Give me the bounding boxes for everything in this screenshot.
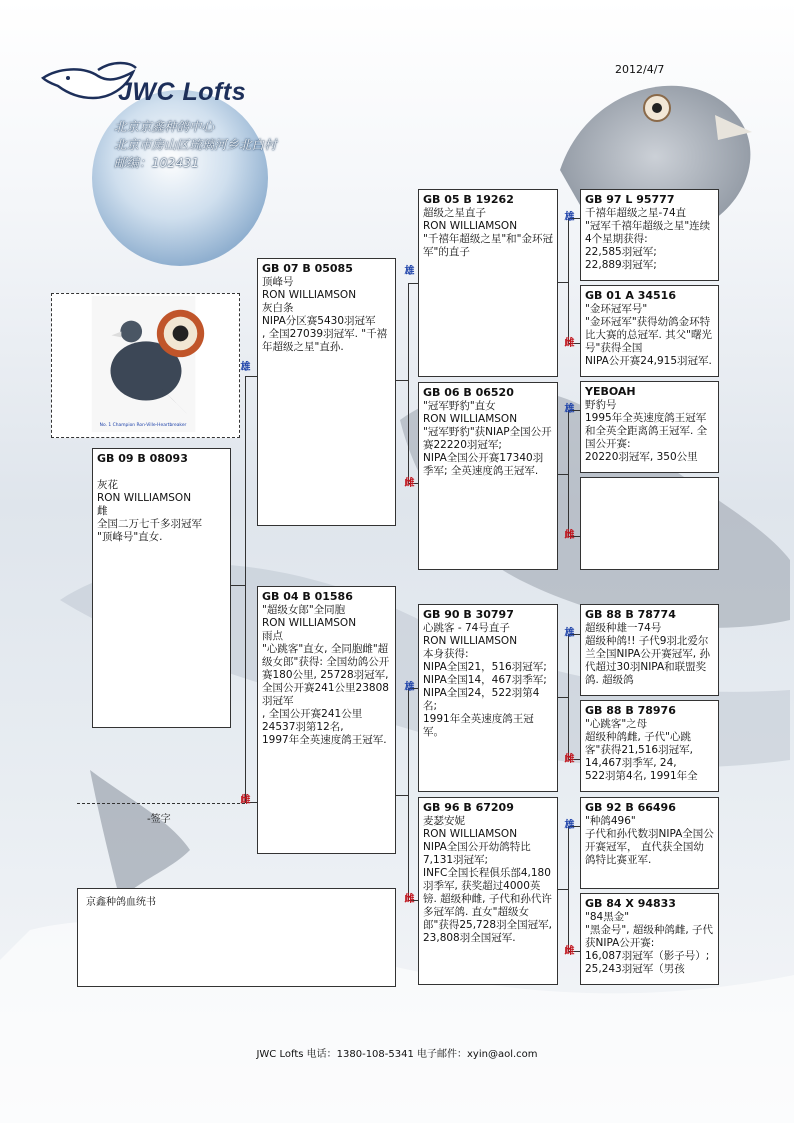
pedigree-line: 超级种雄一74号 [585, 622, 662, 634]
sire-dam-dam-box [580, 477, 719, 570]
connector-line [408, 688, 409, 900]
ring-number: YEBOAH [585, 385, 636, 398]
sire-dam-sire-box [580, 381, 719, 473]
pedigree-line: 14,467羽季军, 24, [585, 757, 677, 769]
pedigree-line: 全国二万七千多羽冠军 [97, 518, 202, 530]
ring-number: GB 04 B 01586 [262, 590, 353, 603]
dam-sire-box [418, 604, 558, 792]
sire-sire-dam-box [580, 285, 719, 377]
pedigree-line: RON WILLIAMSON [423, 828, 518, 840]
pedigree-line: NIPA分区赛5430羽冠军 [262, 315, 376, 327]
pedigree-line: "冠军野豹"直女 [423, 400, 496, 412]
male-sex-marker: 雄 [404, 682, 415, 693]
ring-number: GB 96 B 67209 [423, 801, 514, 814]
sire-sire-sire-box [580, 189, 719, 281]
pigeon-photo [51, 293, 240, 438]
ring-number: GB 88 B 78976 [585, 704, 676, 717]
connector-line [231, 585, 245, 586]
pedigree-line: 顶峰号 [262, 276, 294, 288]
pedigree-line: 子代和孙代数羽NIPA全国公开赛冠军， 直代获全国幼鸽特比赛亚军. [585, 828, 714, 866]
connector-line [568, 634, 569, 759]
pedigree-line: "心跳客"之母 [585, 718, 648, 730]
female-sex-marker: 雌 [564, 530, 575, 541]
ring-number: GB 88 B 78774 [585, 608, 676, 621]
pedigree-line: , 全国公开赛241公里24537羽第12名, [262, 708, 363, 733]
female-sex-marker: 雌 [564, 338, 575, 349]
center-name: 北京京鑫种鸽中心 [114, 119, 215, 134]
pedigree-line: , 全国27039羽冠军. "千禧年超级之星"直孙. [262, 328, 388, 353]
ring-number: GB 05 B 19262 [423, 193, 514, 206]
pedigree-line: 超级种鸽!! 子代9羽北爱尔兰全国NIPA公开赛冠军, 孙代超过30羽NIPA和联盟奖鸽. 超级鸽 [585, 635, 710, 686]
pedigree-line: 20220羽冠军, 350公里 [585, 451, 698, 463]
pedigree-line: "冠军野豹"获NIAP全国公开赛22220羽冠军; [423, 426, 552, 451]
sire-sire-box [418, 189, 558, 377]
pedigree-line: 超级之星直子 [423, 207, 486, 219]
signature-line [77, 803, 245, 804]
pigeon-photo-image [52, 294, 239, 437]
pedigree-line: 522羽第4名, 1991年全 [585, 770, 698, 782]
signature-label: -签字 [147, 814, 171, 825]
pedigree-line: NIPA全国公开赛17340羽季军; 全英速度鸽王冠军. [423, 452, 544, 477]
pedigree-line: 雌 [97, 505, 108, 517]
male-sex-marker: 雄 [564, 820, 575, 831]
pedigree-line: "金环冠军号" [585, 303, 648, 315]
ring-number: GB 09 B 08093 [97, 452, 188, 465]
ring-number: GB 92 B 66496 [585, 801, 676, 814]
connector-line [408, 283, 418, 284]
pedigree-line: 1997年全英速度鸽王冠军. [262, 734, 387, 746]
connector-line [558, 889, 568, 890]
ring-number: GB 06 B 06520 [423, 386, 514, 399]
female-sex-marker: 雌 [564, 946, 575, 957]
ring-number: GB 97 L 95777 [585, 193, 675, 206]
pedigree-line: "金环冠军"获得幼鸽金环特比大赛的总冠军. 其父"曙光号"获得全国 [585, 316, 713, 354]
brand-logo-text: JWC Lofts [118, 78, 247, 106]
ring-number: GB 01 A 34516 [585, 289, 676, 302]
subject-pigeon-box [92, 448, 231, 728]
document-date: 2012/4/7 [615, 63, 665, 76]
male-sex-marker: 雄 [564, 404, 575, 415]
pedigree-line: "冠军千禧年超级之星"连续4个星期获得: [585, 220, 711, 245]
pedigree-line: "心跳客"直女, 全同胞雌"超级女郎"获得: 全国幼鸽公开赛180公里, 25728羽冠军, 全国公开赛241公里23808羽冠军 [262, 643, 390, 707]
connector-line [568, 410, 569, 536]
pedigree-line: 千禧年超级之星-74直 [585, 207, 687, 219]
connector-line [568, 218, 569, 343]
pedigree-note-box [77, 888, 396, 987]
pedigree-line: 麦瑟安妮 [423, 815, 465, 827]
pedigree-line: 1991年全英速度鸽王冠军。 [423, 713, 534, 738]
female-sex-marker: 雌 [404, 478, 415, 489]
pedigree-line: 16,087羽冠军（影子号）; 25,243羽冠军（男孩 [585, 950, 710, 975]
connector-line [558, 282, 568, 283]
pedigree-line: 超级种鸽雌, 子代"心跳客"获得21,516羽冠军, [585, 731, 693, 756]
female-sex-marker: 雌 [564, 754, 575, 765]
ring-number: GB 90 B 30797 [423, 608, 514, 621]
connector-line [245, 376, 246, 802]
pedigree-line: RON WILLIAMSON [423, 413, 518, 425]
pedigree-line: 灰花 [97, 479, 118, 491]
pedigree-line: 22,889羽冠军; [585, 259, 657, 271]
footer-contact: JWC Lofts 电话：1380-108-5341 电子邮件：xyin@aol.com [256, 1049, 538, 1060]
pedigree-line: RON WILLIAMSON [423, 220, 518, 232]
pedigree-line: "种鸽496" [585, 815, 636, 827]
pedigree-line: 野豹号 [585, 399, 617, 411]
dam-dam-sire-box [580, 797, 719, 889]
pedigree-line: RON WILLIAMSON [423, 635, 518, 647]
pedigree-line: RON WILLIAMSON [262, 289, 357, 301]
connector-line [558, 474, 568, 475]
dam-box [257, 586, 396, 854]
sire-box [257, 258, 396, 526]
pedigree-line: RON WILLIAMSON [262, 617, 357, 629]
pedigree-line: INFC全国长程俱乐部4,180羽季军, 获奖超过4000英镑. 超级种雌, 子代和孙代许多冠军鸽. 直女"超级女郎"获得25,728羽全国冠军, 23,808羽全国冠军. [423, 867, 552, 944]
ring-number: GB 07 B 05085 [262, 262, 353, 275]
connector-line [558, 697, 568, 698]
connector-line [568, 826, 569, 951]
dam-sire-dam-box [580, 700, 719, 792]
globe-graphic [92, 90, 268, 266]
pedigree-line: NIPA全国公开幼鸽特比7,131羽冠军; [423, 841, 531, 866]
pedigree-line [97, 466, 226, 479]
pedigree-line: NIPA全国24，522羽第4名; [423, 687, 540, 712]
connector-line [396, 795, 408, 796]
connector-line [408, 283, 409, 483]
male-sex-marker: 雄 [240, 362, 251, 373]
connector-line [245, 376, 257, 377]
connector-line [396, 380, 408, 381]
dam-dam-box [418, 797, 558, 985]
pedigree-line: NIPA全国21，516羽冠军; [423, 661, 547, 673]
pedigree-line: 本身获得: [423, 648, 469, 660]
ring-number: GB 84 X 94833 [585, 897, 676, 910]
pedigree-line: "黑金号", 超级种鸽雌, 子代获NIPA公开赛: [585, 924, 714, 949]
pedigree-line: "超级女郎"全同胞 [262, 604, 346, 616]
sire-dam-box [418, 382, 558, 570]
pedigree-line: 雨点 [262, 630, 283, 642]
female-sex-marker: 雌 [404, 894, 415, 905]
male-sex-marker: 雄 [564, 628, 575, 639]
dam-dam-dam-box [580, 893, 719, 985]
center-address: 北京市房山区琉璃河乡北白村 [114, 137, 277, 152]
pedigree-line: "千禧年超级之星"和"金环冠军"的直子 [423, 233, 553, 258]
pedigree-line: 灰白条 [262, 302, 294, 314]
photo-caption: No. 1 Champion Ron-Ville-Heartbreaker [99, 423, 187, 429]
pedigree-line: 心跳客 - 74号直子 [423, 622, 510, 634]
pedigree-line: NIPA公开赛24,915羽冠军. [585, 355, 712, 367]
pedigree-line: "顶峰号"直女. [97, 531, 163, 543]
female-sex-marker: 雌 [240, 795, 251, 806]
pedigree-line: RON WILLIAMSON [97, 492, 192, 504]
pedigree-line: 1995年全英速度鸽王冠军和全英全距离鸽王冠军. 全国公开赛: [585, 412, 708, 450]
pedigree-line: NIPA全国14，467羽季军; [423, 674, 547, 686]
male-sex-marker: 雄 [564, 212, 575, 223]
note-title: 京鑫种鸽血统书 [86, 897, 156, 908]
postcode: 邮编：102431 [114, 155, 200, 170]
pedigree-line: "84黑金" [585, 911, 630, 923]
dam-sire-sire-box [580, 604, 719, 696]
pedigree-line: 22,585羽冠军; [585, 246, 657, 258]
male-sex-marker: 雄 [404, 266, 415, 277]
